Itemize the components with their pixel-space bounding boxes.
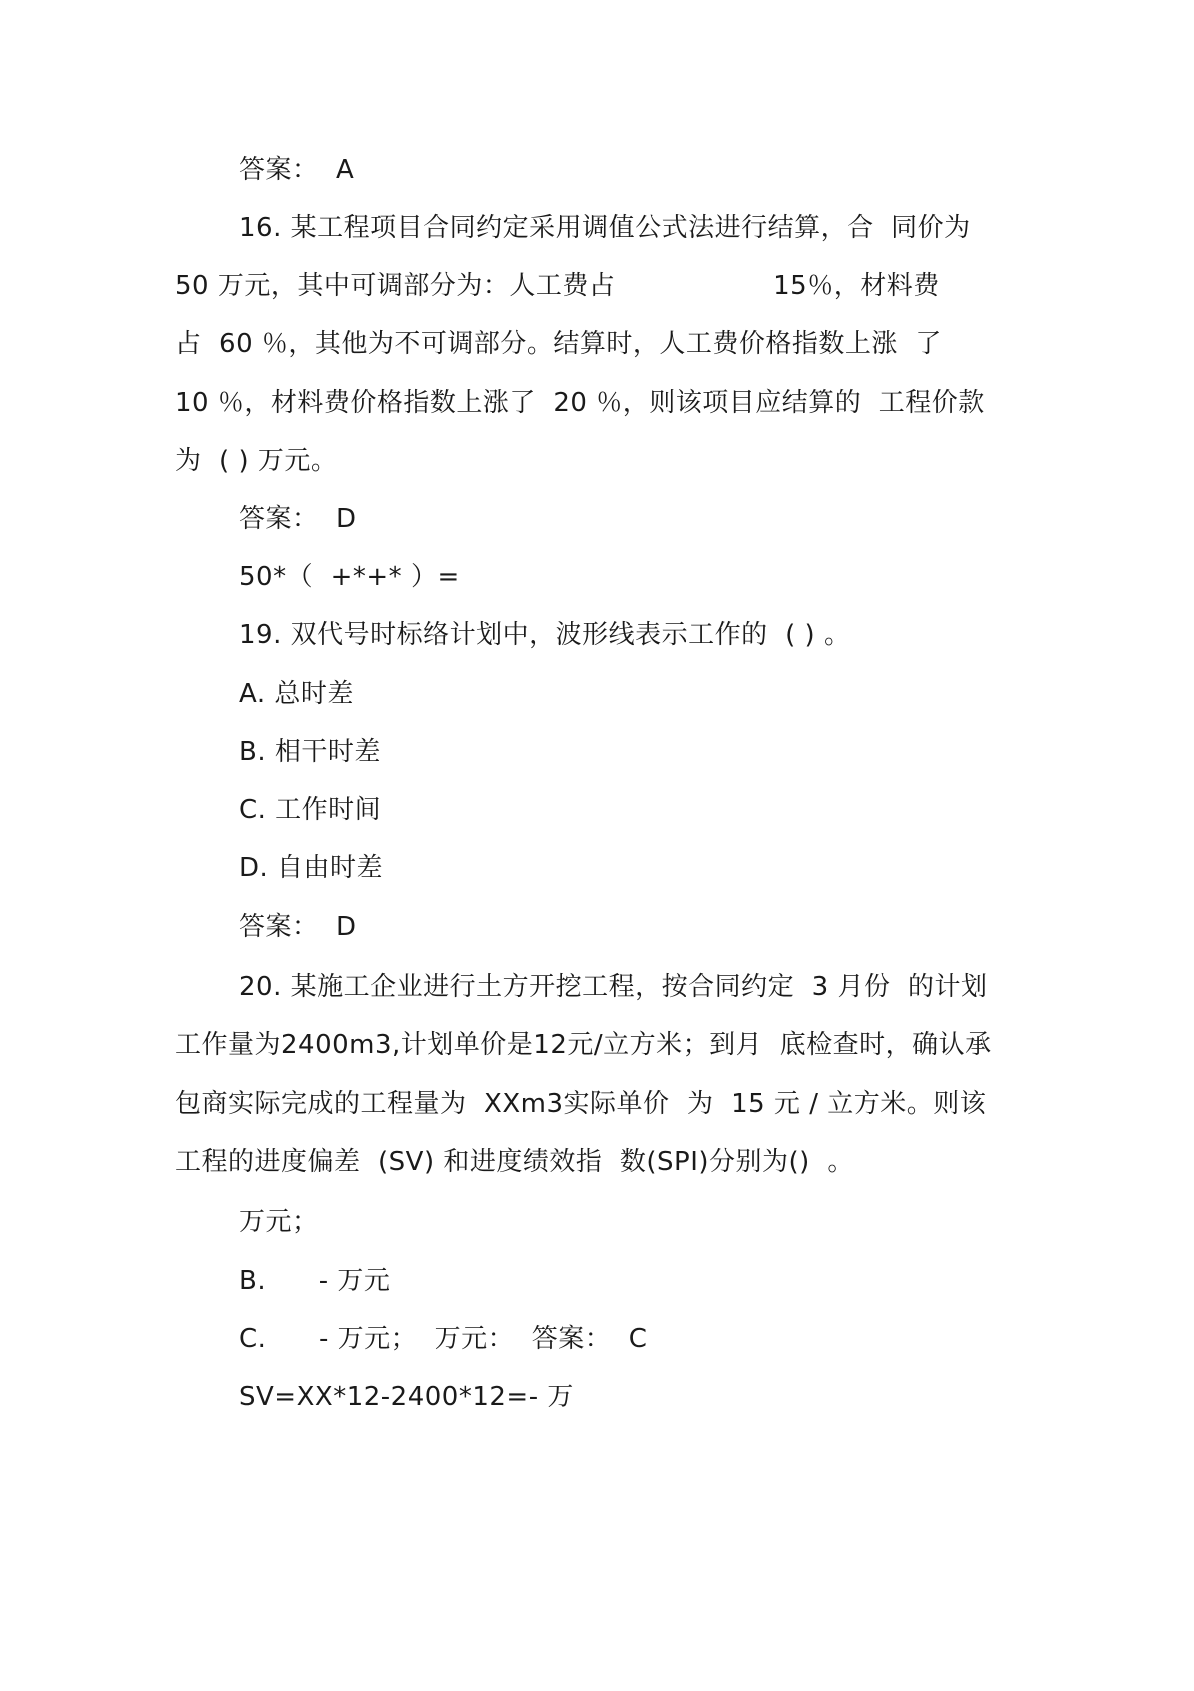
question-20-line-1: 20. 某施工企业进行土方开挖工程，按合同约定 3 月份 的计划 xyxy=(239,972,988,1002)
question-16-line-2: 50 万元，其中可调部分为：人工费占 15％，材料费 xyxy=(175,271,940,301)
question-16-line-1: 16. 某工程项目合同约定采用调值公式法进行结算，合 同价为 xyxy=(239,213,971,243)
option-d: D. 自由时差 xyxy=(239,853,384,883)
option-b: B. - 万元 xyxy=(239,1266,391,1296)
formula-line: 50*（ +*+* ）= xyxy=(239,562,460,592)
option-b: B. 相干时差 xyxy=(239,737,381,767)
question-20-line-4: 工程的进度偏差 (SV) 和进度绩效指 数(SPI)分别为() 。 xyxy=(175,1147,854,1177)
question-20-line-3: 包商实际完成的工程量为 XXm3实际单价 为 15 元 / 立方米。则该 xyxy=(175,1089,987,1119)
option-a: A. 总时差 xyxy=(239,679,354,709)
question-20-line-2: 工作量为2400m3,计划单价是12元/立方米；到月 底检查时，确认承 xyxy=(175,1030,992,1060)
question-16-line-5: 为 ( ) 万元。 xyxy=(175,446,338,476)
option-c-and-answer: C. - 万元； 万元： 答案： C xyxy=(239,1324,648,1354)
answer-line: 答案： A xyxy=(239,155,355,185)
question-16-line-3: 占 60 ％，其他为不可调部分。结算时，人工费价格指数上涨 了 xyxy=(175,329,942,359)
question-19-line: 19. 双代号时标络计划中，波形线表示工作的 ( ) 。 xyxy=(239,620,851,650)
question-16-line-4: 10 ％，材料费价格指数上涨了 20 ％，则该项目应结算的 工程价款 xyxy=(175,388,985,418)
option-a-fragment: 万元； xyxy=(239,1207,319,1237)
answer-line: 答案： D xyxy=(239,504,357,534)
option-c: C. 工作时间 xyxy=(239,795,382,825)
answer-line: 答案： D xyxy=(239,912,357,942)
sv-formula-line: SV=XX*12-2400*12=- 万 xyxy=(239,1382,574,1412)
